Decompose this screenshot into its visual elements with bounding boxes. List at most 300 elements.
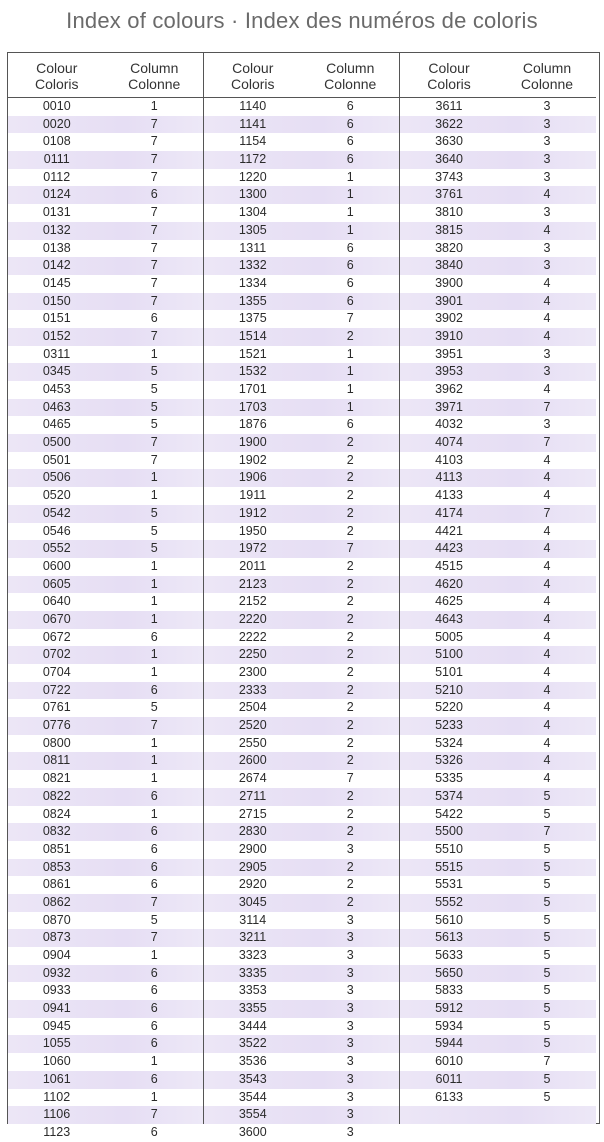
table-row bbox=[204, 204, 399, 222]
column-number: 7 bbox=[150, 134, 158, 149]
colour-code: 1106 bbox=[43, 1107, 71, 1122]
colour-code: 3335 bbox=[238, 965, 267, 980]
column-number: 3 bbox=[346, 1107, 354, 1122]
colour-code: 0542 bbox=[42, 505, 71, 520]
column-number: 2 bbox=[346, 488, 354, 503]
table-row bbox=[8, 116, 203, 134]
table-row bbox=[400, 169, 596, 187]
table-row bbox=[400, 240, 596, 258]
colour-code: 0010 bbox=[42, 99, 71, 113]
colour-code: 0108 bbox=[42, 134, 71, 149]
colour-code: 0520 bbox=[42, 488, 71, 503]
table-row bbox=[8, 98, 203, 116]
colour-code: 1912 bbox=[238, 505, 267, 520]
group-rows bbox=[400, 98, 596, 1142]
table-row bbox=[8, 540, 203, 558]
table-row bbox=[204, 133, 399, 151]
colour-code: 4032 bbox=[435, 417, 463, 432]
colour-header-en: Colour bbox=[232, 60, 274, 76]
column-number: 6 bbox=[150, 187, 158, 202]
colour-code: 2550 bbox=[238, 735, 267, 750]
colour-code: 5531 bbox=[435, 877, 463, 892]
table-row bbox=[204, 558, 399, 576]
colour-code: 3543 bbox=[238, 1071, 267, 1086]
table-row bbox=[8, 611, 203, 629]
table-row bbox=[8, 629, 203, 647]
table-row bbox=[204, 257, 399, 275]
column-number: 4 bbox=[543, 629, 551, 644]
column-number: 3 bbox=[346, 1001, 354, 1016]
table-row bbox=[204, 469, 399, 487]
table-row bbox=[204, 540, 399, 558]
colour-code: 5335 bbox=[435, 771, 463, 786]
column-number: 2 bbox=[346, 435, 354, 450]
column-number: 3 bbox=[543, 240, 551, 255]
column-number: 6 bbox=[150, 1071, 158, 1086]
group-header bbox=[400, 53, 596, 98]
colour-code: 1334 bbox=[238, 275, 267, 290]
column-number: 4 bbox=[543, 558, 551, 573]
colour-code: 0704 bbox=[42, 665, 71, 679]
table-row bbox=[8, 929, 203, 947]
column-number: 1 bbox=[150, 665, 158, 679]
colour-code: 5515 bbox=[435, 859, 463, 874]
table-row bbox=[8, 912, 203, 930]
colour-code: 0824 bbox=[42, 806, 71, 821]
column-number: 1 bbox=[150, 753, 158, 768]
table-row bbox=[8, 558, 203, 576]
column-number: 3 bbox=[346, 930, 354, 945]
table-row bbox=[400, 1124, 596, 1142]
table-row bbox=[8, 505, 203, 523]
colour-code: 0761 bbox=[42, 700, 71, 715]
column-number: 2 bbox=[346, 470, 354, 485]
colour-code: 1972 bbox=[238, 541, 267, 556]
colour-header bbox=[204, 53, 302, 97]
column-number: 3 bbox=[543, 152, 551, 167]
column-header bbox=[498, 53, 596, 97]
table-row bbox=[8, 947, 203, 965]
colour-code: 1304 bbox=[238, 205, 267, 220]
colour-code: 2830 bbox=[238, 824, 267, 839]
colour-code: 0851 bbox=[42, 841, 71, 856]
column-number: 6 bbox=[346, 99, 354, 113]
column-number: 4 bbox=[543, 328, 551, 343]
colour-code: 0500 bbox=[42, 435, 71, 450]
table-row bbox=[8, 1071, 203, 1089]
column-number: 6 bbox=[346, 258, 354, 273]
colour-code: 4174 bbox=[435, 505, 463, 520]
colour-code: 0640 bbox=[42, 594, 71, 609]
column-number: 7 bbox=[150, 258, 158, 273]
column-number: 4 bbox=[543, 382, 551, 396]
column-number: 6 bbox=[346, 116, 354, 131]
column-number: 4 bbox=[543, 187, 551, 202]
table-row bbox=[400, 646, 596, 664]
column-number: 5 bbox=[543, 877, 551, 892]
table-row bbox=[204, 929, 399, 947]
colour-code: 0150 bbox=[42, 293, 71, 308]
colour-code: 1060 bbox=[42, 1054, 71, 1069]
colour-code: 0552 bbox=[42, 541, 71, 556]
column-number: 1 bbox=[346, 364, 354, 379]
table-row bbox=[204, 1106, 399, 1124]
colour-code: 3544 bbox=[238, 1089, 267, 1104]
table-row bbox=[204, 717, 399, 735]
colour-code: 0800 bbox=[42, 735, 71, 750]
column-number: 5 bbox=[543, 983, 551, 998]
table-row bbox=[204, 310, 399, 328]
colour-code: 2123 bbox=[238, 576, 267, 591]
colour-code: 2152 bbox=[238, 594, 267, 609]
colour-code: 1154 bbox=[239, 134, 267, 149]
colour-code: 0311 bbox=[43, 346, 71, 361]
colour-code: 4113 bbox=[435, 470, 463, 485]
table-row bbox=[204, 1124, 399, 1142]
column-header-en: Column bbox=[130, 60, 179, 76]
table-row bbox=[400, 346, 596, 364]
column-number: 2 bbox=[346, 523, 354, 538]
colour-code: 4421 bbox=[435, 523, 463, 538]
colour-code: 1906 bbox=[238, 470, 267, 485]
table-row bbox=[204, 699, 399, 717]
table-row bbox=[400, 929, 596, 947]
column-number: 7 bbox=[150, 1107, 158, 1122]
table-row bbox=[204, 770, 399, 788]
colour-code: 4423 bbox=[435, 541, 463, 556]
column-number: 4 bbox=[543, 771, 551, 786]
colour-code: 5326 bbox=[435, 753, 463, 768]
column-number: 7 bbox=[346, 771, 354, 786]
table-row bbox=[400, 452, 596, 470]
table-row bbox=[400, 363, 596, 381]
table-row bbox=[204, 293, 399, 311]
table-row bbox=[400, 1106, 596, 1124]
table-row bbox=[8, 1053, 203, 1071]
column-number: 4 bbox=[543, 753, 551, 768]
table-row bbox=[8, 452, 203, 470]
colour-code: 0861 bbox=[42, 877, 71, 892]
column-number: 5 bbox=[543, 1018, 551, 1033]
table-row bbox=[400, 965, 596, 983]
colour-code: 3815 bbox=[435, 222, 463, 237]
colour-code: 4620 bbox=[435, 576, 463, 591]
column-number: 7 bbox=[543, 505, 551, 520]
table-row bbox=[400, 611, 596, 629]
column-number: 7 bbox=[150, 240, 158, 255]
table-row bbox=[8, 346, 203, 364]
table-row bbox=[8, 788, 203, 806]
table-row bbox=[400, 399, 596, 417]
column-number: 1 bbox=[346, 382, 354, 396]
column-number: 7 bbox=[150, 205, 158, 220]
table-row bbox=[8, 859, 203, 877]
colour-code bbox=[400, 1106, 498, 1124]
colour-code: 3761 bbox=[435, 187, 463, 202]
colour-code: 2715 bbox=[238, 806, 267, 821]
table-row bbox=[400, 523, 596, 541]
table-row bbox=[204, 982, 399, 1000]
column-header-fr: Colonne bbox=[520, 76, 574, 92]
column-number: 3 bbox=[346, 1089, 354, 1104]
table-row bbox=[8, 469, 203, 487]
column-number: 5 bbox=[543, 859, 551, 874]
column-number: 3 bbox=[543, 134, 551, 149]
colour-code: 0112 bbox=[43, 169, 71, 184]
colour-code: 3951 bbox=[435, 346, 463, 361]
colour-code: 4625 bbox=[435, 594, 463, 609]
colour-code bbox=[400, 1124, 498, 1142]
column-number: 2 bbox=[346, 788, 354, 803]
table-row bbox=[400, 806, 596, 824]
table-row bbox=[8, 381, 203, 399]
column-number: 5 bbox=[150, 505, 158, 520]
column-number: 5 bbox=[543, 1001, 551, 1016]
table-row bbox=[400, 752, 596, 770]
column-number: 4 bbox=[543, 275, 551, 290]
column-number: 2 bbox=[346, 611, 354, 626]
colour-code: 5220 bbox=[435, 700, 463, 715]
colour-code: 0670 bbox=[42, 611, 71, 626]
table-row bbox=[400, 98, 596, 116]
table-row bbox=[400, 1018, 596, 1036]
colour-code: 1902 bbox=[238, 452, 267, 467]
group-header bbox=[204, 53, 399, 98]
colour-code: 2920 bbox=[238, 877, 267, 892]
colour-code: 4643 bbox=[435, 611, 463, 626]
column-number: 3 bbox=[543, 169, 551, 184]
colour-code: 1123 bbox=[43, 1124, 71, 1139]
column-number: 7 bbox=[543, 1054, 551, 1069]
column-number: 7 bbox=[543, 824, 551, 839]
table-row bbox=[204, 487, 399, 505]
colour-code: 5500 bbox=[435, 824, 463, 839]
colour-code: 5233 bbox=[435, 718, 463, 733]
colour-code: 4103 bbox=[435, 452, 463, 467]
table-row bbox=[400, 416, 596, 434]
table-row bbox=[204, 523, 399, 541]
table-row bbox=[400, 1000, 596, 1018]
colour-code: 5934 bbox=[435, 1018, 463, 1033]
table-row bbox=[400, 1035, 596, 1053]
column-number: 6 bbox=[150, 859, 158, 874]
colour-code: 3444 bbox=[238, 1018, 267, 1033]
table-row bbox=[204, 328, 399, 346]
table-row bbox=[8, 434, 203, 452]
column-number: 1 bbox=[150, 1054, 158, 1069]
colour-code: 0776 bbox=[42, 718, 71, 733]
column-number: 3 bbox=[346, 1036, 354, 1051]
colour-code: 0853 bbox=[42, 859, 71, 874]
colour-header-en: Colour bbox=[36, 60, 78, 76]
table-row bbox=[8, 399, 203, 417]
colour-code: 1305 bbox=[238, 222, 267, 237]
column-number: 1 bbox=[150, 594, 158, 609]
colour-code: 5610 bbox=[435, 912, 463, 927]
column-number: 6 bbox=[150, 1036, 158, 1051]
colour-code: 0345 bbox=[42, 364, 71, 379]
table-row bbox=[400, 381, 596, 399]
colour-code: 0465 bbox=[42, 417, 71, 432]
colour-code: 1220 bbox=[238, 169, 267, 184]
colour-code: 0546 bbox=[42, 523, 71, 538]
table-row bbox=[400, 434, 596, 452]
column-number: 3 bbox=[346, 841, 354, 856]
column-number: 7 bbox=[346, 311, 354, 326]
column-header bbox=[302, 53, 400, 97]
table-row bbox=[204, 965, 399, 983]
column-number: 3 bbox=[543, 364, 551, 379]
column-number: 6 bbox=[150, 311, 158, 326]
table-row bbox=[400, 186, 596, 204]
table-row bbox=[8, 593, 203, 611]
table-row bbox=[204, 98, 399, 116]
colour-code: 3045 bbox=[238, 894, 267, 909]
colour-code: 1900 bbox=[238, 435, 267, 450]
colour-code: 2222 bbox=[238, 629, 267, 644]
column-number: 1 bbox=[346, 222, 354, 237]
column-number: 1 bbox=[150, 346, 158, 361]
column-number: 7 bbox=[150, 169, 158, 184]
colour-code: 5100 bbox=[435, 647, 463, 662]
column-number: 7 bbox=[150, 222, 158, 237]
column-number: 2 bbox=[346, 753, 354, 768]
colour-code: 0945 bbox=[42, 1018, 71, 1033]
column-number: 7 bbox=[150, 930, 158, 945]
colour-code: 3840 bbox=[435, 258, 463, 273]
column-number: 4 bbox=[543, 718, 551, 733]
colour-code: 1375 bbox=[238, 311, 267, 326]
colour-code: 0501 bbox=[42, 452, 71, 467]
colour-code: 3810 bbox=[435, 205, 463, 220]
table-row bbox=[8, 770, 203, 788]
column-number: 2 bbox=[346, 576, 354, 591]
column-number: 4 bbox=[543, 541, 551, 556]
column-number: 6 bbox=[150, 682, 158, 697]
table-row bbox=[400, 558, 596, 576]
table-row bbox=[204, 788, 399, 806]
column-number: 3 bbox=[543, 116, 551, 131]
colour-code: 2504 bbox=[238, 700, 267, 715]
column-number: 6 bbox=[150, 877, 158, 892]
column-header-en: Column bbox=[522, 60, 572, 76]
column-number: 6 bbox=[150, 841, 158, 856]
column-number: 3 bbox=[543, 258, 551, 273]
colour-code: 1950 bbox=[238, 523, 267, 538]
table-row bbox=[204, 823, 399, 841]
colour-code: 3211 bbox=[239, 930, 267, 945]
column-number: 6 bbox=[150, 629, 158, 644]
column-number: 1 bbox=[150, 771, 158, 786]
column-header-fr: Colonne bbox=[324, 76, 377, 92]
column-number: 5 bbox=[543, 841, 551, 856]
table-row bbox=[8, 257, 203, 275]
column-number: 5 bbox=[543, 806, 551, 821]
colour-code: 0111 bbox=[43, 152, 70, 167]
colour-code: 1140 bbox=[239, 99, 267, 113]
colour-code: 0862 bbox=[42, 894, 71, 909]
column-number: 6 bbox=[150, 788, 158, 803]
table-row bbox=[204, 629, 399, 647]
table-row bbox=[8, 576, 203, 594]
column-number: 5 bbox=[150, 382, 158, 396]
colour-code: 1332 bbox=[238, 258, 267, 273]
colour-code: 0932 bbox=[42, 965, 71, 980]
table-row bbox=[8, 876, 203, 894]
column-number: 3 bbox=[346, 1071, 354, 1086]
table-row bbox=[8, 717, 203, 735]
table-row bbox=[204, 346, 399, 364]
table-row bbox=[8, 1089, 203, 1107]
colour-code: 1701 bbox=[238, 382, 267, 396]
column-number: 4 bbox=[543, 488, 551, 503]
table-row bbox=[8, 169, 203, 187]
colour-code: 1911 bbox=[239, 488, 267, 503]
table-row bbox=[8, 806, 203, 824]
column-number: 5 bbox=[543, 1071, 551, 1086]
colour-code: 1311 bbox=[239, 240, 267, 255]
colour-code: 3554 bbox=[238, 1107, 267, 1122]
table-row bbox=[8, 1018, 203, 1036]
column-number: 5 bbox=[543, 948, 551, 962]
table-row bbox=[204, 240, 399, 258]
column-number: 6 bbox=[346, 152, 354, 167]
column-number: 1 bbox=[150, 806, 158, 821]
colour-code: 3640 bbox=[435, 152, 463, 167]
table-row bbox=[400, 770, 596, 788]
table-row bbox=[8, 151, 203, 169]
column-number: 7 bbox=[150, 452, 158, 467]
table-row bbox=[8, 682, 203, 700]
column-number: 1 bbox=[150, 611, 158, 626]
column-number: 3 bbox=[346, 1018, 354, 1033]
colour-code: 1061 bbox=[42, 1071, 71, 1086]
colour-code: 3953 bbox=[435, 364, 463, 379]
table-row bbox=[204, 505, 399, 523]
column-number: 3 bbox=[543, 99, 551, 113]
column-number: 1 bbox=[150, 1089, 158, 1104]
table-row bbox=[204, 186, 399, 204]
column-number: 4 bbox=[543, 735, 551, 750]
column-number: 4 bbox=[543, 311, 551, 326]
table-row bbox=[204, 1089, 399, 1107]
colour-code: 4515 bbox=[435, 558, 463, 573]
column-number: 4 bbox=[543, 647, 551, 662]
table-row bbox=[204, 275, 399, 293]
table-row bbox=[204, 363, 399, 381]
table-row bbox=[204, 381, 399, 399]
colour-code: 5422 bbox=[435, 806, 463, 821]
colour-code: 0138 bbox=[42, 240, 71, 255]
table-row bbox=[400, 717, 596, 735]
colour-code: 3630 bbox=[435, 134, 463, 149]
column-number: 3 bbox=[346, 983, 354, 998]
column-number bbox=[498, 1124, 596, 1142]
table-row bbox=[400, 629, 596, 647]
colour-code: 0873 bbox=[42, 930, 71, 945]
column-number: 4 bbox=[543, 594, 551, 609]
table-row bbox=[8, 222, 203, 240]
table-row bbox=[8, 1000, 203, 1018]
table-row bbox=[204, 434, 399, 452]
column-number: 3 bbox=[346, 1054, 354, 1069]
column-number: 5 bbox=[150, 417, 158, 432]
colour-index-table bbox=[7, 52, 600, 1139]
colour-code: 1514 bbox=[238, 328, 267, 343]
table-row bbox=[204, 611, 399, 629]
colour-code: 3962 bbox=[435, 382, 463, 396]
colour-code: 2333 bbox=[238, 682, 267, 697]
